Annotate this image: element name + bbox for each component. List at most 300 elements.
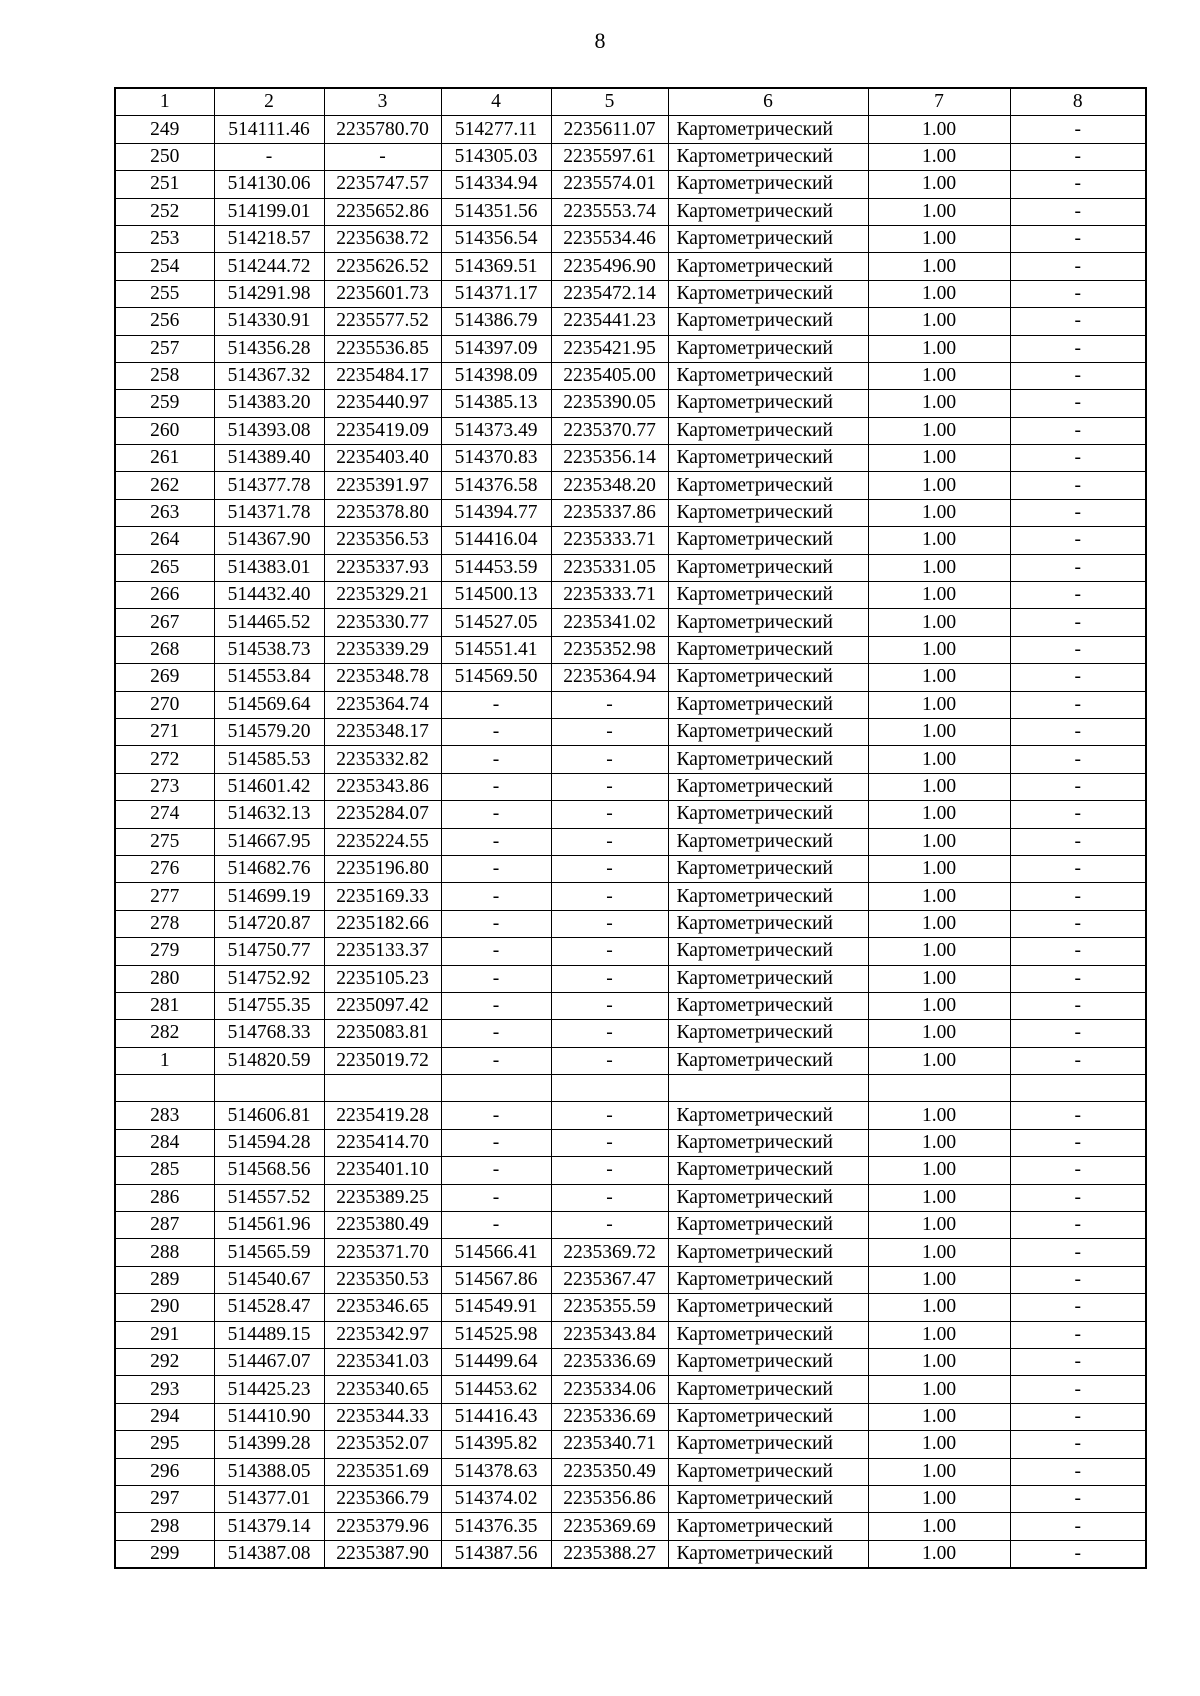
accuracy-cell: 1.00 [868, 1431, 1010, 1458]
point-number-cell: 265 [115, 554, 214, 581]
method-cell: Картометрический [668, 1485, 868, 1512]
table-row [115, 691, 1146, 718]
table-row [115, 1540, 1146, 1568]
y2-coordinate-cell: 2235340.71 [551, 1431, 668, 1458]
table-row [115, 773, 1146, 800]
accuracy-cell: 1.00 [868, 718, 1010, 745]
note-cell: - [1010, 1348, 1146, 1375]
y2-coordinate-cell: 2235472.14 [551, 280, 668, 307]
x2-coordinate-cell: 514397.09 [441, 335, 551, 362]
note-cell: - [1010, 938, 1146, 965]
accuracy-cell: 1.00 [868, 445, 1010, 472]
x-coordinate-cell: 514467.07 [214, 1348, 324, 1375]
point-number-cell: 278 [115, 910, 214, 937]
note-cell: - [1010, 746, 1146, 773]
accuracy-cell: 1.00 [868, 472, 1010, 499]
column-header: 7 [868, 88, 1010, 116]
x2-coordinate-cell: 514376.35 [441, 1513, 551, 1540]
x-coordinate-cell: 514379.14 [214, 1513, 324, 1540]
point-number-cell [115, 1075, 214, 1102]
note-cell: - [1010, 1266, 1146, 1293]
y2-coordinate-cell: 2235496.90 [551, 253, 668, 280]
y2-coordinate-cell: - [551, 746, 668, 773]
y-coordinate-cell: 2235332.82 [324, 746, 441, 773]
method-cell: Картометрический [668, 116, 868, 143]
y2-coordinate-cell: 2235333.71 [551, 527, 668, 554]
note-cell: - [1010, 992, 1146, 1019]
x2-coordinate-cell: 514356.54 [441, 225, 551, 252]
x2-coordinate-cell: 514305.03 [441, 143, 551, 170]
x-coordinate-cell: 514330.91 [214, 308, 324, 335]
method-cell: Картометрический [668, 773, 868, 800]
method-cell: Картометрический [668, 1294, 868, 1321]
x-coordinate-cell: 514356.28 [214, 335, 324, 362]
note-cell: - [1010, 116, 1146, 143]
x-coordinate-cell: 514388.05 [214, 1458, 324, 1485]
table-row [115, 308, 1146, 335]
y-coordinate-cell: 2235379.96 [324, 1513, 441, 1540]
method-cell: Картометрический [668, 335, 868, 362]
y-coordinate-cell: 2235389.25 [324, 1184, 441, 1211]
point-number-cell: 296 [115, 1458, 214, 1485]
x-coordinate-cell: 514399.28 [214, 1431, 324, 1458]
method-cell: Картометрический [668, 390, 868, 417]
x2-coordinate-cell: 514376.58 [441, 472, 551, 499]
x-coordinate-cell: 514569.64 [214, 691, 324, 718]
accuracy-cell [868, 1075, 1010, 1102]
x2-coordinate-cell: 514385.13 [441, 390, 551, 417]
point-number-cell: 271 [115, 718, 214, 745]
point-number-cell: 285 [115, 1157, 214, 1184]
note-cell: - [1010, 883, 1146, 910]
column-header: 2 [214, 88, 324, 116]
method-cell: Картометрический [668, 198, 868, 225]
point-number-cell: 288 [115, 1239, 214, 1266]
note-cell: - [1010, 362, 1146, 389]
note-cell: - [1010, 664, 1146, 691]
note-cell: - [1010, 225, 1146, 252]
method-cell: Картометрический [668, 554, 868, 581]
y-coordinate-cell: 2235747.57 [324, 171, 441, 198]
y-coordinate-cell: 2235182.66 [324, 910, 441, 937]
y-coordinate-cell: 2235341.03 [324, 1348, 441, 1375]
x-coordinate-cell: 514111.46 [214, 116, 324, 143]
note-cell [1010, 1075, 1146, 1102]
x-coordinate-cell: 514540.67 [214, 1266, 324, 1293]
accuracy-cell: 1.00 [868, 1157, 1010, 1184]
method-cell: Картометрический [668, 965, 868, 992]
table-row [115, 417, 1146, 444]
x-coordinate-cell: 514750.77 [214, 938, 324, 965]
x-coordinate-cell: 514387.08 [214, 1540, 324, 1568]
column-header: 4 [441, 88, 551, 116]
y2-coordinate-cell: - [551, 855, 668, 882]
y2-coordinate-cell: - [551, 910, 668, 937]
point-number-cell: 263 [115, 499, 214, 526]
x2-coordinate-cell: - [441, 1129, 551, 1156]
point-number-cell: 252 [115, 198, 214, 225]
point-number-cell: 298 [115, 1513, 214, 1540]
y-coordinate-cell: 2235626.52 [324, 253, 441, 280]
y-coordinate-cell: 2235371.70 [324, 1239, 441, 1266]
point-number-cell: 255 [115, 280, 214, 307]
x2-coordinate-cell: - [441, 965, 551, 992]
x2-coordinate-cell: - [441, 828, 551, 855]
x-coordinate-cell: 514565.59 [214, 1239, 324, 1266]
y2-coordinate-cell: 2235356.86 [551, 1485, 668, 1512]
x2-coordinate-cell: 514569.50 [441, 664, 551, 691]
note-cell: - [1010, 1212, 1146, 1239]
y-coordinate-cell: 2235401.10 [324, 1157, 441, 1184]
point-number-cell: 281 [115, 992, 214, 1019]
accuracy-cell: 1.00 [868, 773, 1010, 800]
x-coordinate-cell: - [214, 143, 324, 170]
y2-coordinate-cell: 2235553.74 [551, 198, 668, 225]
table-row [115, 664, 1146, 691]
point-number-cell: 274 [115, 801, 214, 828]
y-coordinate-cell: 2235342.97 [324, 1321, 441, 1348]
y2-coordinate-cell: 2235337.86 [551, 499, 668, 526]
x-coordinate-cell: 514820.59 [214, 1047, 324, 1074]
note-cell: - [1010, 1485, 1146, 1512]
x-coordinate-cell [214, 1075, 324, 1102]
y-coordinate-cell: 2235356.53 [324, 527, 441, 554]
accuracy-cell: 1.00 [868, 1102, 1010, 1129]
accuracy-cell: 1.00 [868, 1403, 1010, 1430]
accuracy-cell: 1.00 [868, 527, 1010, 554]
x-coordinate-cell: 514699.19 [214, 883, 324, 910]
note-cell: - [1010, 855, 1146, 882]
method-cell: Картометрический [668, 1239, 868, 1266]
point-number-cell: 272 [115, 746, 214, 773]
point-number-cell: 250 [115, 143, 214, 170]
point-number-cell: 254 [115, 253, 214, 280]
accuracy-cell: 1.00 [868, 1485, 1010, 1512]
method-cell: Картометрический [668, 1047, 868, 1074]
x-coordinate-cell: 514389.40 [214, 445, 324, 472]
accuracy-cell: 1.00 [868, 198, 1010, 225]
y-coordinate-cell: 2235378.80 [324, 499, 441, 526]
method-cell: Картометрический [668, 1348, 868, 1375]
x-coordinate-cell: 514383.01 [214, 554, 324, 581]
y-coordinate-cell: 2235419.09 [324, 417, 441, 444]
point-number-cell: 257 [115, 335, 214, 362]
x2-coordinate-cell: - [441, 855, 551, 882]
x-coordinate-cell: 514367.32 [214, 362, 324, 389]
note-cell: - [1010, 1513, 1146, 1540]
y2-coordinate-cell: 2235343.84 [551, 1321, 668, 1348]
accuracy-cell: 1.00 [868, 855, 1010, 882]
accuracy-cell: 1.00 [868, 390, 1010, 417]
method-cell: Картометрический [668, 1321, 868, 1348]
method-cell: Картометрический [668, 472, 868, 499]
table-row [115, 1458, 1146, 1485]
x-coordinate-cell: 514377.01 [214, 1485, 324, 1512]
y-coordinate-cell: 2235380.49 [324, 1212, 441, 1239]
method-cell: Картометрический [668, 280, 868, 307]
y2-coordinate-cell: - [551, 718, 668, 745]
y-coordinate-cell: 2235638.72 [324, 225, 441, 252]
table-row [115, 1266, 1146, 1293]
note-cell: - [1010, 636, 1146, 663]
x-coordinate-cell: 514755.35 [214, 992, 324, 1019]
point-number-cell: 276 [115, 855, 214, 882]
y-coordinate-cell [324, 1075, 441, 1102]
method-cell: Картометрический [668, 1458, 868, 1485]
note-cell: - [1010, 582, 1146, 609]
accuracy-cell: 1.00 [868, 965, 1010, 992]
y2-coordinate-cell: 2235597.61 [551, 143, 668, 170]
x2-coordinate-cell: - [441, 1047, 551, 1074]
y2-coordinate-cell: 2235364.94 [551, 664, 668, 691]
x2-coordinate-cell: 514551.41 [441, 636, 551, 663]
y2-coordinate-cell: 2235369.72 [551, 1239, 668, 1266]
method-cell: Картометрический [668, 883, 868, 910]
method-cell: Картометрический [668, 582, 868, 609]
point-number-cell: 291 [115, 1321, 214, 1348]
y2-coordinate-cell: 2235367.47 [551, 1266, 668, 1293]
note-cell: - [1010, 773, 1146, 800]
x-coordinate-cell: 514489.15 [214, 1321, 324, 1348]
method-cell: Картометрический [668, 1266, 868, 1293]
y-coordinate-cell: 2235351.69 [324, 1458, 441, 1485]
y-coordinate-cell: 2235364.74 [324, 691, 441, 718]
point-number-cell: 286 [115, 1184, 214, 1211]
x-coordinate-cell: 514601.42 [214, 773, 324, 800]
point-number-cell: 292 [115, 1348, 214, 1375]
y2-coordinate-cell: 2235574.01 [551, 171, 668, 198]
table-row [115, 1157, 1146, 1184]
note-cell: - [1010, 1321, 1146, 1348]
method-cell: Картометрический [668, 1431, 868, 1458]
point-number-cell: 277 [115, 883, 214, 910]
table-row [115, 938, 1146, 965]
x2-coordinate-cell: - [441, 1102, 551, 1129]
point-number-cell: 262 [115, 472, 214, 499]
note-cell: - [1010, 609, 1146, 636]
table-row [115, 1485, 1146, 1512]
y-coordinate-cell: 2235352.07 [324, 1431, 441, 1458]
table-row [115, 992, 1146, 1019]
x2-coordinate-cell: 514386.79 [441, 308, 551, 335]
note-cell: - [1010, 335, 1146, 362]
x-coordinate-cell: 514538.73 [214, 636, 324, 663]
x2-coordinate-cell: 514373.49 [441, 417, 551, 444]
y2-coordinate-cell: 2235334.06 [551, 1376, 668, 1403]
column-header: 3 [324, 88, 441, 116]
y-coordinate-cell: 2235652.86 [324, 198, 441, 225]
table-row [115, 445, 1146, 472]
x2-coordinate-cell: - [441, 1184, 551, 1211]
y2-coordinate-cell: 2235405.00 [551, 362, 668, 389]
accuracy-cell: 1.00 [868, 1376, 1010, 1403]
y2-coordinate-cell: 2235341.02 [551, 609, 668, 636]
method-cell: Картометрический [668, 1184, 868, 1211]
accuracy-cell: 1.00 [868, 417, 1010, 444]
x-coordinate-cell: 514291.98 [214, 280, 324, 307]
y2-coordinate-cell: - [551, 1020, 668, 1047]
table-row [115, 1403, 1146, 1430]
y2-coordinate-cell: - [551, 1184, 668, 1211]
note-cell: - [1010, 472, 1146, 499]
x2-coordinate-cell: - [441, 801, 551, 828]
y-coordinate-cell: 2235366.79 [324, 1485, 441, 1512]
accuracy-cell: 1.00 [868, 554, 1010, 581]
column-header: 6 [668, 88, 868, 116]
x2-coordinate-cell: 514370.83 [441, 445, 551, 472]
accuracy-cell: 1.00 [868, 1020, 1010, 1047]
accuracy-cell: 1.00 [868, 1458, 1010, 1485]
y2-coordinate-cell: - [551, 1129, 668, 1156]
y2-coordinate-cell: 2235331.05 [551, 554, 668, 581]
x-coordinate-cell: 514425.23 [214, 1376, 324, 1403]
table-row [115, 1239, 1146, 1266]
note-cell: - [1010, 280, 1146, 307]
point-number-cell: 268 [115, 636, 214, 663]
point-number-cell: 1 [115, 1047, 214, 1074]
x-coordinate-cell: 514557.52 [214, 1184, 324, 1211]
point-number-cell: 251 [115, 171, 214, 198]
method-cell: Картометрический [668, 828, 868, 855]
point-number-cell: 295 [115, 1431, 214, 1458]
accuracy-cell: 1.00 [868, 746, 1010, 773]
table-row [115, 1047, 1146, 1074]
method-cell: Картометрический [668, 143, 868, 170]
accuracy-cell: 1.00 [868, 1540, 1010, 1568]
y2-coordinate-cell: - [551, 883, 668, 910]
x2-coordinate-cell: 514351.56 [441, 198, 551, 225]
y2-coordinate-cell: - [551, 992, 668, 1019]
accuracy-cell: 1.00 [868, 1348, 1010, 1375]
y2-coordinate-cell: 2235333.71 [551, 582, 668, 609]
y-coordinate-cell: 2235601.73 [324, 280, 441, 307]
y2-coordinate-cell: 2235534.46 [551, 225, 668, 252]
note-cell: - [1010, 1157, 1146, 1184]
x-coordinate-cell: 514579.20 [214, 718, 324, 745]
y2-coordinate-cell: - [551, 1102, 668, 1129]
table-row [115, 965, 1146, 992]
note-cell: - [1010, 1376, 1146, 1403]
y2-coordinate-cell: 2235441.23 [551, 308, 668, 335]
note-cell: - [1010, 1431, 1146, 1458]
note-cell: - [1010, 1020, 1146, 1047]
table-row [115, 1102, 1146, 1129]
x-coordinate-cell: 514528.47 [214, 1294, 324, 1321]
note-cell: - [1010, 1294, 1146, 1321]
table-row [115, 801, 1146, 828]
method-cell: Картометрический [668, 855, 868, 882]
x2-coordinate-cell: 514395.82 [441, 1431, 551, 1458]
point-number-cell: 299 [115, 1540, 214, 1568]
table-row [115, 143, 1146, 170]
table-row [115, 1294, 1146, 1321]
method-cell: Картометрический [668, 609, 868, 636]
x2-coordinate-cell: 514416.43 [441, 1403, 551, 1430]
y-coordinate-cell: 2235403.40 [324, 445, 441, 472]
x2-coordinate-cell: - [441, 910, 551, 937]
accuracy-cell: 1.00 [868, 801, 1010, 828]
x2-coordinate-cell: - [441, 992, 551, 1019]
table-row [115, 362, 1146, 389]
table-row [115, 1184, 1146, 1211]
x2-coordinate-cell: 514277.11 [441, 116, 551, 143]
y2-coordinate-cell: 2235369.69 [551, 1513, 668, 1540]
table-row [115, 253, 1146, 280]
point-number-cell: 270 [115, 691, 214, 718]
y-coordinate-cell: 2235391.97 [324, 472, 441, 499]
x-coordinate-cell: 514585.53 [214, 746, 324, 773]
y-coordinate-cell: 2235105.23 [324, 965, 441, 992]
table-row [115, 1212, 1146, 1239]
point-number-cell: 294 [115, 1403, 214, 1430]
y-coordinate-cell: 2235350.53 [324, 1266, 441, 1293]
note-cell: - [1010, 828, 1146, 855]
method-cell: Картометрический [668, 417, 868, 444]
note-cell: - [1010, 308, 1146, 335]
x2-coordinate-cell [441, 1075, 551, 1102]
x-coordinate-cell: 514410.90 [214, 1403, 324, 1430]
table-row [115, 554, 1146, 581]
y-coordinate-cell: 2235343.86 [324, 773, 441, 800]
x-coordinate-cell: 514393.08 [214, 417, 324, 444]
y-coordinate-cell: 2235284.07 [324, 801, 441, 828]
y2-coordinate-cell: 2235370.77 [551, 417, 668, 444]
accuracy-cell: 1.00 [868, 335, 1010, 362]
note-cell: - [1010, 527, 1146, 554]
accuracy-cell: 1.00 [868, 253, 1010, 280]
table-row [115, 335, 1146, 362]
table-row [115, 1321, 1146, 1348]
x2-coordinate-cell: - [441, 938, 551, 965]
y2-coordinate-cell: - [551, 773, 668, 800]
note-cell: - [1010, 910, 1146, 937]
table-row [115, 1020, 1146, 1047]
y2-coordinate-cell: 2235611.07 [551, 116, 668, 143]
accuracy-cell: 1.00 [868, 664, 1010, 691]
accuracy-cell: 1.00 [868, 280, 1010, 307]
table-row [115, 910, 1146, 937]
y-coordinate-cell: 2235339.29 [324, 636, 441, 663]
note-cell: - [1010, 499, 1146, 526]
accuracy-cell: 1.00 [868, 582, 1010, 609]
table-row [115, 718, 1146, 745]
table-row [115, 636, 1146, 663]
y2-coordinate-cell: 2235421.95 [551, 335, 668, 362]
point-number-cell: 256 [115, 308, 214, 335]
table-row [115, 499, 1146, 526]
y-coordinate-cell: 2235387.90 [324, 1540, 441, 1568]
table-row [115, 280, 1146, 307]
point-number-cell: 287 [115, 1212, 214, 1239]
y-coordinate-cell: 2235348.17 [324, 718, 441, 745]
point-number-cell: 279 [115, 938, 214, 965]
y2-coordinate-cell [551, 1075, 668, 1102]
x-coordinate-cell: 514553.84 [214, 664, 324, 691]
y-coordinate-cell: 2235019.72 [324, 1047, 441, 1074]
note-cell: - [1010, 801, 1146, 828]
table-row [115, 390, 1146, 417]
accuracy-cell: 1.00 [868, 1184, 1010, 1211]
y2-coordinate-cell: 2235352.98 [551, 636, 668, 663]
accuracy-cell: 1.00 [868, 308, 1010, 335]
y-coordinate-cell: 2235340.65 [324, 1376, 441, 1403]
table-body [115, 116, 1146, 1568]
table-row [115, 472, 1146, 499]
y-coordinate-cell: 2235346.65 [324, 1294, 441, 1321]
x2-coordinate-cell: 514378.63 [441, 1458, 551, 1485]
method-cell: Картометрический [668, 910, 868, 937]
y-coordinate-cell: 2235196.80 [324, 855, 441, 882]
